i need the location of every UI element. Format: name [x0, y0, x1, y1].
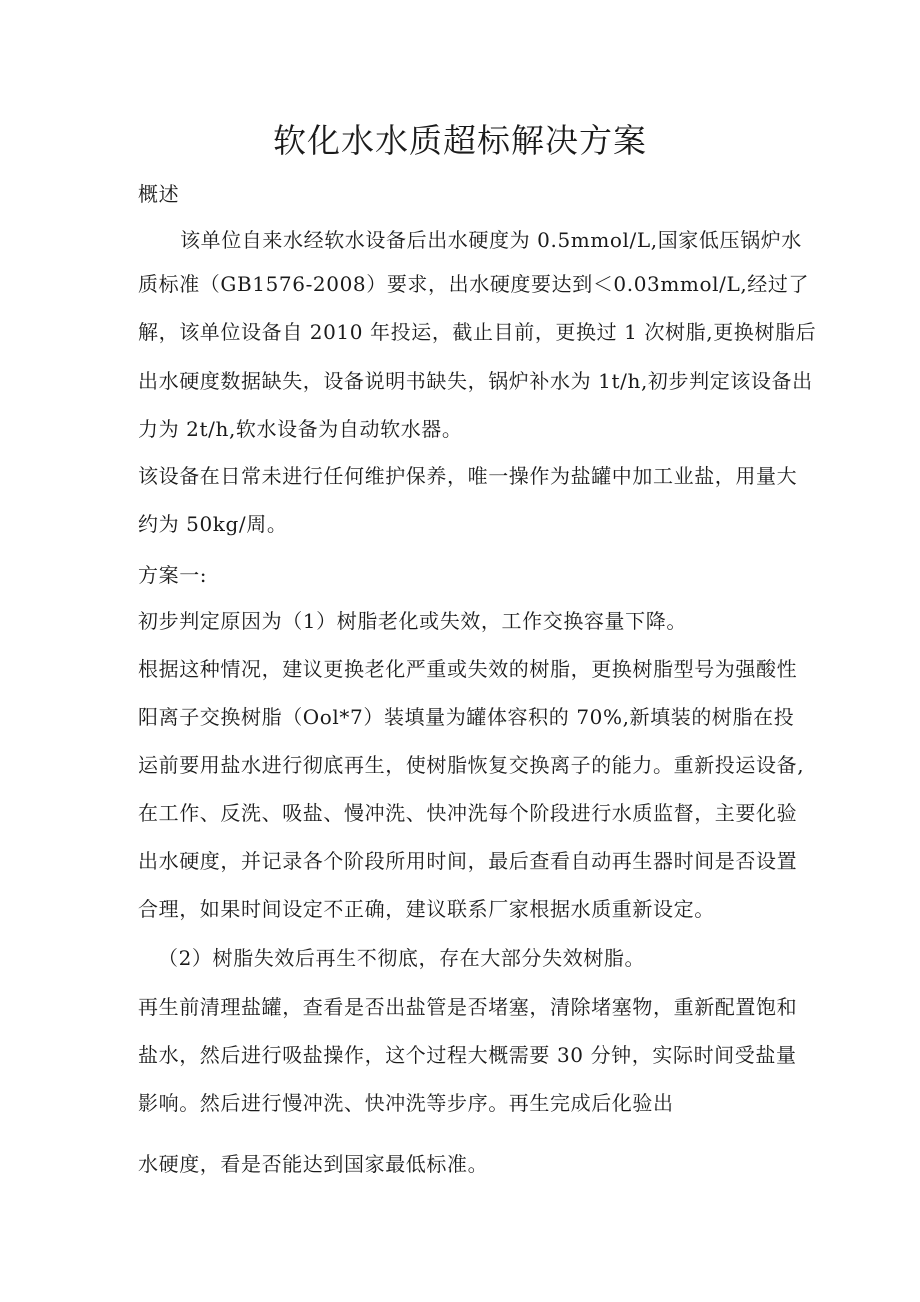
overview-line-1: 该单位自来水经软水设备后出水硬度为 0.5mmol/L,国家低压锅炉水 [180, 228, 802, 252]
overview-line-2: 质标准（GB1576-2008）要求，出水硬度要达到＜0.03mmol/L,经过了 [138, 272, 810, 296]
solution-one-line-1: 根据这种情况，建议更换老化严重或失效的树脂，更换树脂型号为强酸性 [138, 657, 798, 681]
cause-one-line: 初步判定原因为（1）树脂老化或失效，工作交换容量下降。 [138, 609, 687, 633]
solution-two-line-4: 水硬度，看是否能达到国家最低标准。 [138, 1152, 489, 1176]
plan-one-heading: 方案一: [138, 563, 208, 587]
solution-two-line-2: 盐水，然后进行吸盐操作，这个过程大概需要 30 分钟，实际时间受盐量 [138, 1043, 797, 1067]
solution-two-line-1: 再生前清理盐罐，查看是否出盐管是否堵塞，清除堵塞物，重新配置饱和 [138, 995, 798, 1019]
solution-one-line-2: 阳离子交换树脂（Ool*7）装填量为罐体容积的 70%,新填装的树脂在投 [138, 705, 795, 729]
overview-line-5: 力为 2t/h,软水设备为自动软水器。 [138, 417, 463, 441]
solution-one-line-4: 在工作、反洗、吸盐、慢冲洗、快冲洗每个阶段进行水质监督，主要化验 [138, 801, 798, 825]
overview-line-3: 解，该单位设备自 2010 年投运，截止目前，更换过 1 次树脂,更换树脂后 [138, 320, 817, 344]
solution-one-line-6: 合理，如果时间设定不正确，建议联系厂家根据水质重新设定。 [138, 897, 715, 921]
cause-two-line: （2）树脂失效后再生不彻底，存在大部分失效树脂。 [158, 946, 646, 970]
document-title: 软化水水质超标解决方案 [273, 121, 647, 160]
section-heading-overview: 概述 [138, 182, 180, 206]
solution-one-line-3: 运前要用盐水进行彻底再生，使树脂恢复交换离子的能力。重新投运设备, [138, 753, 805, 777]
maintenance-line-1: 该设备在日常未进行任何维护保养，唯一操作为盐罐中加工业盐，用量大 [138, 464, 798, 488]
overview-line-4: 出水硬度数据缺失，设备说明书缺失，锅炉补水为 1t/h,初步判定该设备出 [138, 369, 813, 393]
solution-one-line-5: 出水硬度，并记录各个阶段所用时间，最后查看自动再生器时间是否设置 [138, 849, 798, 873]
maintenance-line-2: 约为 50kg/周。 [138, 512, 288, 536]
solution-two-line-3: 影响。然后进行慢冲洗、快冲洗等步序。再生完成后化验出 [138, 1091, 674, 1115]
